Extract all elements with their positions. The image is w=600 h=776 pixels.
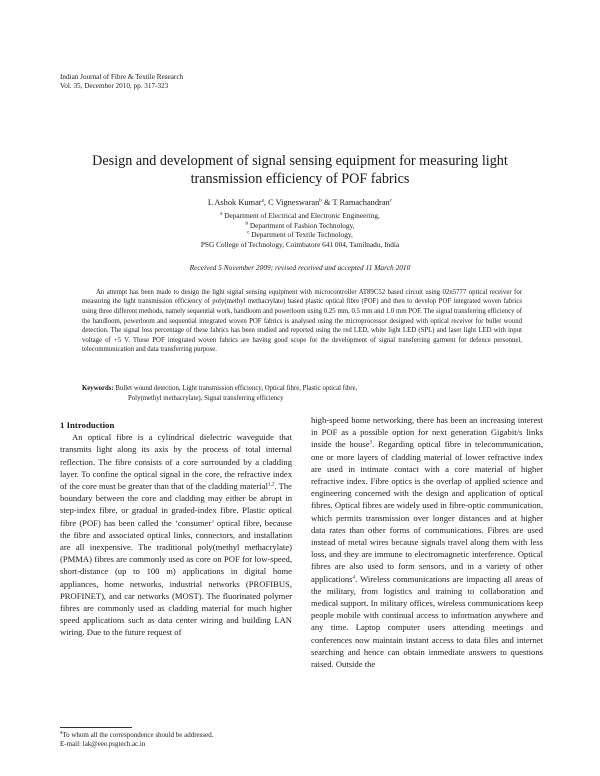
intro-paragraph-right — [311, 414, 543, 670]
affiliation-b-text: Department of Fashion Technology, — [248, 220, 355, 230]
affiliation-a-text: Department of Electrical and Electronic Engineering, — [222, 211, 380, 220]
paper-title: Design and development of signal sensing equipment for measuring light transmission efficiency of POF fabrics — [92, 153, 508, 187]
footnote-line-1 — [60, 731, 213, 740]
intro-text-3: high-speed home networking, there has been an increasing interest in POF as a possible option for next generation Gigabit/s links inside the house — [311, 415, 543, 450]
intro-text-2: . The boundary between the core and cladding may either be abrupt in step-index fibre, or gradual in graded-index fibre. Plastic optical fibre (POF) has been called the ‘consumer’ optical fibre, because the fibre and associated optical links, connectors, and installation are all inexpensive. The traditional poly(methyl methacrylate) (PMMA) fibres are commonly used as core on POF for low-speed, short-distance (up to 100 m) applications in digital home appliances, home networks, industrial networks (PROFIBUS, PROFINET), and car networks (MOST). The fluorinated polymer fibres are commonly used as cladding material for much higher speed applications such as data center wiring and building LAN wiring. Due to the future request of — [60, 481, 292, 638]
author-separator: , — [263, 198, 269, 207]
affiliation-college: PSG College of Technology, Coimbatore 641 004, Tamilnadu, India — [200, 239, 400, 249]
affiliation-b — [60, 221, 540, 231]
author-2-affil-mark: b — [319, 197, 322, 204]
affiliation-a-mark: a — [220, 210, 223, 217]
affiliations — [60, 211, 540, 249]
right-column — [311, 414, 543, 670]
author-list — [60, 198, 540, 208]
footnote — [60, 731, 213, 750]
author-separator: & — [321, 198, 333, 207]
author-3-affil-mark: c — [389, 197, 393, 204]
received-dates: Received 5 November 2009; revised received and accepted 11 March 2010 — [189, 263, 411, 272]
section-heading: 1 Introduction — [60, 420, 115, 430]
citation-mark: 1,2 — [267, 481, 275, 488]
affiliation-c-text: Department of Textile Technology, — [249, 230, 353, 240]
citation-mark: 3 — [369, 439, 373, 446]
footnote-mark: a — [60, 729, 63, 736]
affiliation-c-mark: c — [247, 229, 250, 236]
keywords — [82, 384, 522, 403]
keywords-line-1 — [82, 384, 522, 394]
journal-header — [60, 73, 183, 91]
author-1: L Ashok Kumar — [207, 198, 262, 207]
affiliation-c — [60, 230, 540, 240]
author-3: T Ramachandran — [332, 198, 390, 207]
footnote-rule — [60, 727, 132, 728]
author-2: C Vigneswaran — [268, 198, 320, 207]
citation-mark: 4 — [352, 574, 356, 581]
footnote-email: E-mail: lak@eee.psgtech.ac.in — [60, 740, 146, 749]
footnote-text: To whom all the correspondence should be addressed. — [62, 731, 214, 739]
keywords-label: Keywords: — [82, 385, 114, 392]
affiliation-a — [60, 211, 540, 221]
journal-volume: Vol. 35, December 2010, pp. 317-323 — [60, 82, 169, 90]
journal-name: Indian Journal of Fibre & Textile Research — [60, 73, 184, 81]
intro-text-1: An optical fibre is a cylindrical dielectric waveguide that transmits light along its axis by the process of total internal reflection. The fibre consists of a core surrounded by a cladding layer. To confine the optical signal in the core, the refractive index of the core must be greater than that of the cladding material — [60, 432, 292, 492]
intro-text-4: . Regarding optical fibre in telecommunication, one or more layers of cladding material of lower refractive index are used in intimate contact with a core material of higher refractive index. Fibre optics is the overlap of applied science and engineering concerned with the design and application of optical fibres. Optical fibres are widely used in fibre-optic communication, which permits transmission over longer distances and at higher data rates than other forms of communications. Fibres are used instead of metal wires because signals travel along them with less loss, and they are immune to electromagnetic interference. Optical fibres are also used to form sensors, and in a variety of other applications — [311, 439, 543, 584]
keywords-text-1: Bullet wound detection, Light transmission efficiency, Optical fibre, Plastic optical fibre, — [115, 385, 358, 392]
intro-text-5: . Wireless communications are impacting all areas of the military, from logistics and training to collaboration and medical support. In military offices, wireless communications keep people mobile with continual access to information anywhere and any time. Laptop computer users attending meetings and conferences now maintain instant access to data files and internet searching and hence can obtain immediate answers to questions raised. Outside the — [311, 573, 543, 670]
abstract: An attempt has been made to design the light signal sensing equipment with microcontroller AT89C52 based circuit using 02n5777 optical receiver for measuring the light transmission efficiency of poly(methyl methacrylate) based plastic optical fibre (POF) and then to develop POF integrated woven fabrics using three different methods, namely sequential work, handloom and powerloom using 0.25 mm, 0.5 mm and 1.0 mm POF. The signal transferring efficiency of the handloom, powerloom and sequential integrated woven POF fabrics is analysed using the microprocessor designed with optical receiver for bullet wound detection. The signal loss percentage of these fabrics has been studied and reported using the red LED, white light LED (SPL) and laser light LED with input voltage of +5 V. These POF integrated woven fabrics are having good scope for the development of signal transferring garment for defence personnel, telecommunication and data transferring purpose. — [82, 288, 522, 354]
keywords-text-2: Poly(methyl methacrylate), Signal transferring efficiency — [128, 394, 284, 402]
author-1-affil-mark: a — [261, 197, 264, 204]
affiliation-b-mark: b — [245, 220, 249, 227]
left-column — [60, 419, 292, 639]
intro-paragraph-left — [60, 431, 292, 638]
